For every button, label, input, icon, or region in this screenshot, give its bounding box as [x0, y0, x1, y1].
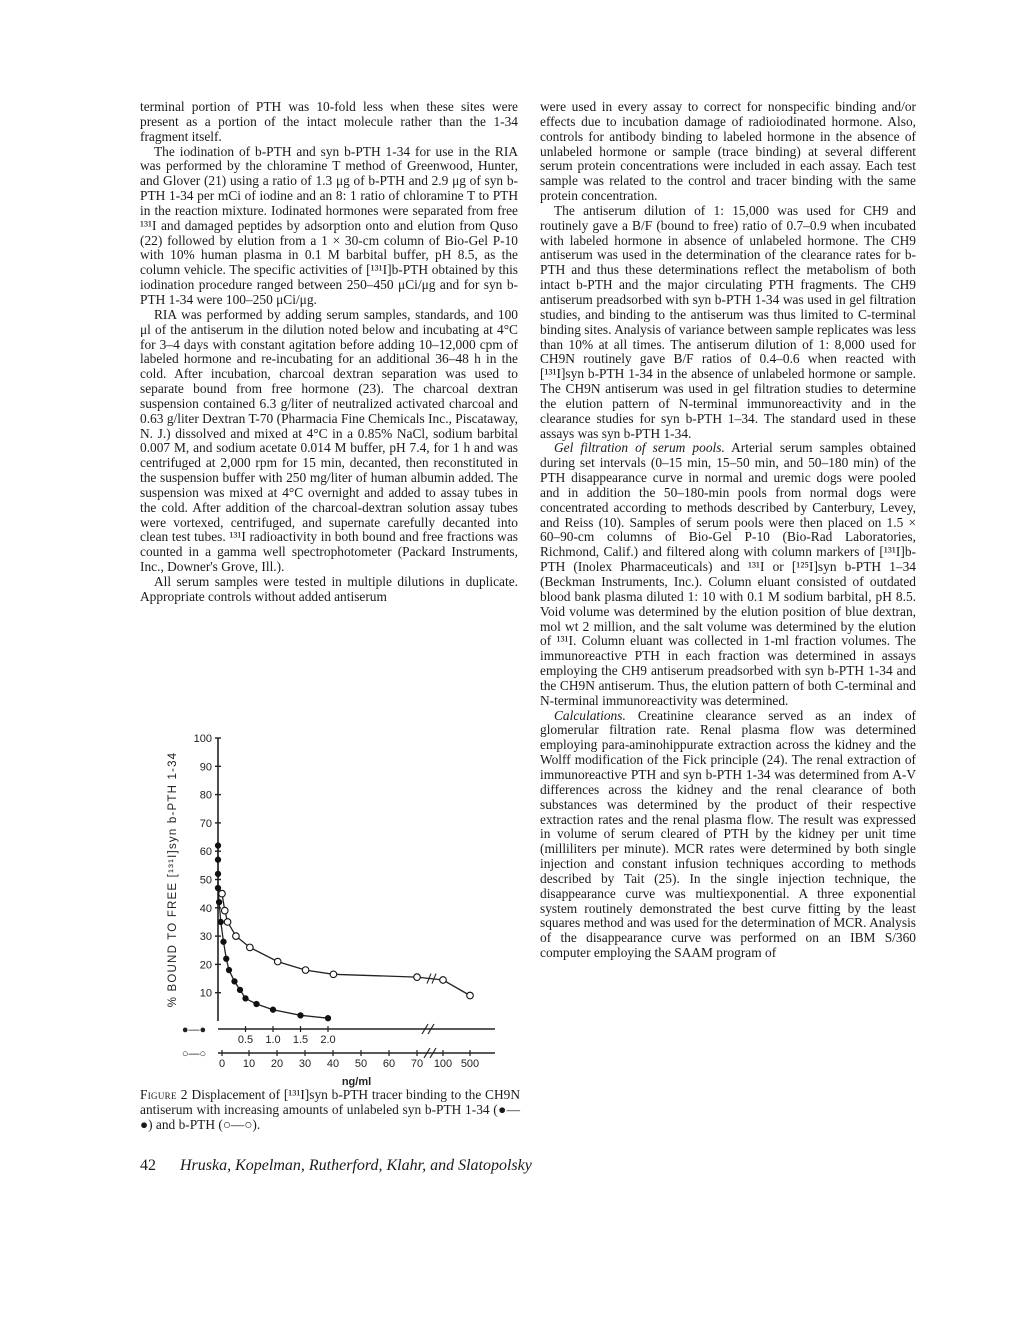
x-open-tick-label: 60 [382, 1058, 396, 1070]
y-tick-label: 60 [199, 846, 212, 859]
caption-text: Displacement of [¹³¹I]syn b-PTH tracer binding to the CH9N antiserum with increasing amounts of unlabeled syn b-PTH 1-34 (●—●) and b-PTH (○—○). [140, 1087, 520, 1132]
y-tick-label: 20 [199, 959, 212, 972]
paragraph: All serum samples were tested in multiple dilutions in duplicate. Appropriate controls without added antiserum [140, 574, 518, 604]
data-point-filled [215, 885, 220, 890]
paragraph-text: Arterial serum samples obtained during set intervals (0–15 min, 15–50 min, and 50–180 min) of the PTH disappearance curve in normal and uremic dogs were pooled and in addition the 50–180-min pools from normal dogs were concentrated according to methods described by Canterbury, Levey, and Reiss (10). Samples of serum pools were then placed on 1.5 × 60–90-cm columns of Bio-Gel P-10 (Bio-Rad Laboratories, Richmond, Calif.) and filtered along with column markers of [¹³¹I]b-PTH (Inolex Pharmaceuticals) and ¹³¹I or [¹²⁵I]syn b-PTH 1–34 (Beckman Instruments, Inc.). Column eluant consisted of outdated blood bank plasma diluted 1: 10 with 0.1 M sodium barbital, pH 8.5. Void volume was determined by the elution position of blue dextran, mol wt 2 million, and the salt volume was determined by the elution of ¹³¹I. Column eluant was collected in 1-ml fraction volumes. The immunoreactive PTH in each fraction was determined in assays employing the CH9 antiserum preadsorbed with syn b-PTH 1-34 and the CH9N antiserum. Thus, the elution pattern of both C-terminal and N-terminal immunoreactivity was determined. [540, 440, 916, 708]
page-footer [140, 1157, 532, 1175]
x-open-tick-label: 50 [354, 1058, 368, 1070]
paragraph: were used in every assay to correct for nonspecific binding and/or effects due to incubation damage of radioiodinated hormone. Also, controls for antibody binding to labeled hormone in the absence of unlabeled hormone or sample (trace binding) at several different serum protein concentrations were included in each assay. Each test sample was related to the control and tracer binding with the same protein concentration. [540, 99, 916, 204]
section-heading: Gel filtration of serum pools. [554, 440, 725, 456]
paragraph: terminal portion of PTH was 10-fold less when these sites were present as a portion of the intact molecule rather than the 1-34 fragment itself. [140, 99, 518, 144]
x-open-tick-label: 70 [410, 1058, 424, 1070]
right-column [540, 100, 916, 961]
data-point-filled [218, 919, 223, 924]
paragraph: The antiserum dilution of 1: 15,000 was used for CH9 and routinely gave a B/F (bound to free) ratio of 0.7–0.9 when incubated with labeled hormone in absence of unlabeled hormone. The CH9 antiserum was used in the determination of the clearance rates for b-PTH and thus these determinations reflect the metabolism of both intact b-PTH and the major circulating PTH fragments. The CH9 antiserum preadsorbed with syn b-PTH 1-34 was used in gel filtration studies, and binding to the antiserum was thus limited to C-terminal binding sites. Analysis of variance between sample replicates was less than 10% at all times. The antiserum dilution of 1: 8,000 used for CH9N routinely gave B/F ratios of 0.4–0.6 when reacted with [¹³¹I]syn b-PTH 1-34 in the absence of unlabeled hormone or sample. The CH9N antiserum was used in gel filtration studies to determine the elution pattern of N-terminal immunoreactivity and in the clearance studies for syn b-PTH 1–34. The standard used in these assays was syn b-PTH 1-34. [540, 202, 916, 441]
data-point-open [233, 933, 240, 940]
data-point-filled [217, 900, 222, 905]
y-tick-label: 10 [199, 987, 212, 1000]
data-point-filled [298, 1013, 303, 1018]
x-open-tick-label: 0 [218, 1058, 226, 1070]
data-point-open [302, 967, 309, 974]
data-point-filled [215, 871, 220, 876]
data-point-filled [224, 956, 229, 961]
x-axis-filled-marker: ●—● [181, 1024, 207, 1036]
data-point-open [467, 992, 474, 999]
data-point-filled [221, 939, 226, 944]
data-point-filled [232, 979, 237, 984]
x-open-tick-label: 500 [460, 1058, 480, 1070]
paragraph: The iodination of b-PTH and syn b-PTH 1-34 for use in the RIA was performed by the chloramine T method of Greenwood, Hunter, and Glover (21) using a ratio of 1.3 μg of b-PTH and 2.9 μg of syn b-PTH 1-34 per mCi of iodine and an 8: 1 ratio of chloramine T to PTH in the reaction mixture. Iodinated hormones were separated from free ¹³¹I and damaged peptides by adsorption onto and elution from Quso (22) followed by elution from a 1 × 30-cm column of Bio-Gel P-10 with 10% human plasma in 0.1 M barbital buffer, pH 8.5, as the column vehicle. The specific activities of [¹³¹I]b-PTH obtained by this iodination procedure ranged between 250–450 μCi/μg and for syn b-PTH 1-34 were 100–250 μCi/μg. [140, 143, 518, 307]
data-point-filled [215, 843, 220, 848]
data-point-open [440, 977, 447, 984]
y-tick-label: 40 [199, 902, 212, 915]
paragraph: RIA was performed by adding serum samples, standards, and 100 μl of the antiserum in the dilution noted below and incubating at 4°C for 3–4 days with constant agitation before adding 10–12,000 cpm of labeled hormone and re-incubating for an additional 36–48 h in the cold. After incubation, charcoal dextran separation was used to separate bound from free hormone (23). The charcoal dextran suspension contained 6.3 g/liter of neutralized activated charcoal and 0.63 g/liter Dextran T-70 (Pharmacia Fine Chemicals Inc., Piscataway, N. J.) dissolved and mixed at 4°C in a 0.85% NaCl, sodium barbital 0.007 M, and sodium acetate 0.014 M buffer, pH 7.4, for 1 h and was centrifuged at 2,000 rpm for 15 min, decanted, then reconstituted in the suspension buffer with 250 mg/liter of human albumin added. The suspension was mixed at 4°C overnight and added to assay tubes in the cold. After addition of the charcoal-dextran solution assay tubes were vortexed, centrifuged, and supernate carefully decanted into clean test tubes. ¹³¹I radioactivity in both bound and free fractions was counted in a gamma well spectrophotometer (Packard Instruments, Inc., Downer's Grove, Ill.). [140, 306, 518, 575]
x-axis-open-marker: ○—○ [181, 1048, 207, 1060]
x-open-tick-label: 30 [298, 1058, 312, 1070]
left-column [140, 100, 518, 605]
data-point-open [414, 974, 421, 981]
x-open-tick-label: 10 [242, 1058, 256, 1070]
paragraph-text: Creatinine clearance served as an index of glomerular filtration rate. Renal plasma flow was determined employing para-aminohippurate extraction across the kidney and the Wolff modification of the Fick principle (24). The renal extraction of immunoreactive PTH and syn b-PTH 1-34 was determined from A-V differences across the kidney and the renal clearance of both substances was determined by the product of their respective extraction rates and the renal plasma flow. The result was expressed in volume of serum cleared of PTH by the kidney per unit time (milliliters per minute). MCR rates were determined by both single injection and constant infusion techniques according to methods described by Tait (25). In the single injection technique, the disappearance curve was multiexponential. A three exponential system routinely demonstrated the best curve fitting by the least squares method and was used for the determination of MCR. Analysis of the disappearance curve was performed on an IBM S/360 computer employing the SAAM program of [540, 707, 916, 961]
data-point-filled [325, 1016, 330, 1021]
y-tick-label: 70 [199, 817, 212, 830]
running-authors: Hruska, Kopelman, Rutherford, Klahr, and Slatopolsky [180, 1157, 532, 1174]
figure-label: Figure 2 [140, 1087, 188, 1102]
section-heading: Calculations. [554, 707, 626, 723]
data-point-open [247, 944, 254, 951]
paragraph [540, 441, 916, 708]
figure-2-chart [140, 728, 520, 1088]
page-number: 42 [140, 1157, 156, 1174]
data-point-open [219, 890, 226, 897]
data-point-open [221, 907, 228, 914]
series-line-syn-bpth-1-34 [218, 846, 328, 1019]
data-point-filled [237, 987, 242, 992]
displacement-chart [140, 728, 520, 1088]
y-tick-label: 30 [199, 931, 212, 944]
y-tick-label: 100 [193, 733, 212, 745]
data-point-filled [243, 996, 248, 1001]
x-filled-tick-label: 1.5 [292, 1034, 309, 1046]
y-tick-label: 50 [199, 874, 212, 887]
x-filled-tick-label: 1.0 [265, 1034, 281, 1046]
x-filled-tick-label: 0.5 [237, 1034, 254, 1046]
x-open-tick-label: 20 [270, 1058, 284, 1070]
data-point-filled [254, 1001, 259, 1006]
x-filled-tick-label: 2.0 [320, 1034, 336, 1046]
data-point-open [274, 958, 281, 965]
data-point-filled [215, 857, 220, 862]
paragraph [540, 709, 916, 961]
x-axis-label: ng/ml [341, 1076, 372, 1088]
data-point-filled [270, 1007, 275, 1012]
x-open-tick-label: 40 [326, 1058, 340, 1070]
figure-caption [140, 1088, 520, 1133]
y-tick-label: 80 [199, 789, 212, 802]
y-tick-label: 90 [199, 761, 212, 774]
data-point-open [330, 971, 337, 978]
data-point-open [224, 919, 231, 926]
data-point-filled [226, 967, 231, 972]
y-axis-label: % BOUND TO FREE [¹³¹I]syn b-PTH 1-34 [167, 751, 179, 1008]
x-open-tick-label: 100 [433, 1058, 453, 1070]
